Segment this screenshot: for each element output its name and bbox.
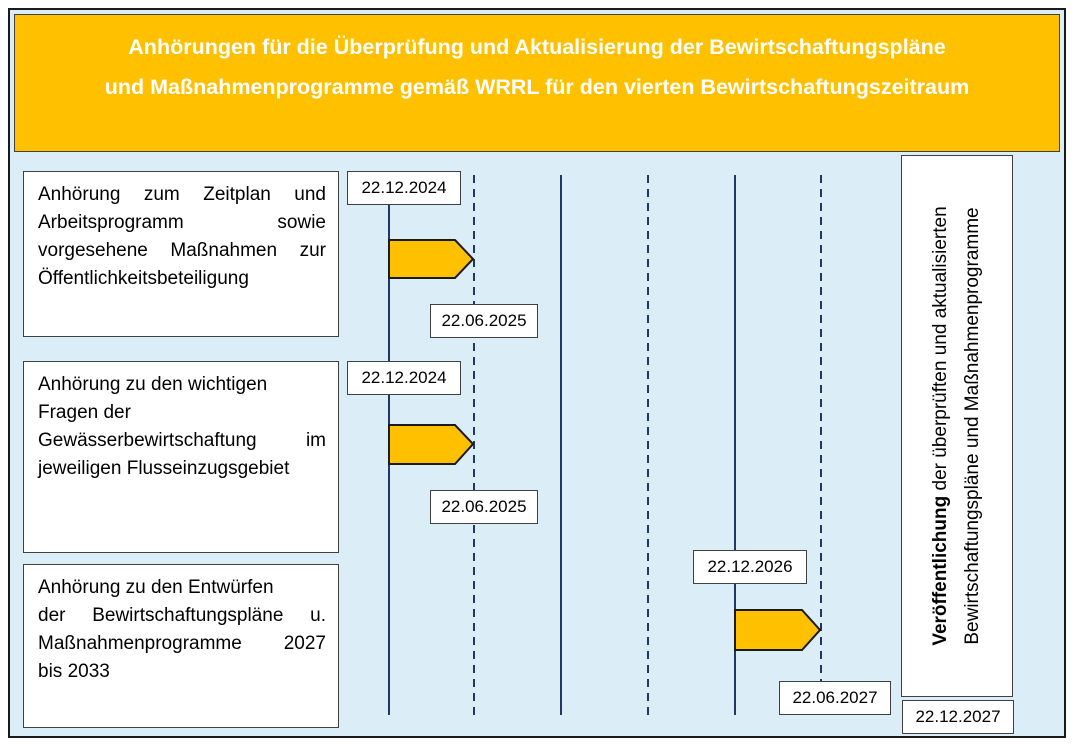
box-1-line-1: Anhörung zum Zeitplan und	[38, 184, 326, 205]
end-date-label-1: 22.06.2025	[430, 304, 538, 338]
consultation-box-2	[23, 361, 339, 553]
publication-date-label: 22.12.2027	[902, 700, 1014, 734]
publication-line-2: Bewirtschaftungspläne und Maßnahmenprogramme	[962, 207, 983, 645]
period-arrow-3	[735, 610, 820, 650]
box-1-line-2: Arbeitsprogramm sowie	[38, 212, 326, 233]
box-2-line-3: Gewässerbewirtschaftung im	[38, 430, 326, 451]
publication-bold: Veröffentlichung	[930, 495, 951, 646]
end-date-label-3: 22.06.2027	[779, 681, 891, 715]
box-3-line-4: bis 2033	[38, 661, 110, 682]
box-2-line-4: jeweiligen Flusseinzugsgebiet	[38, 458, 290, 479]
title-line-1: Anhörungen für die Überprüfung und Aktualisierung der Bewirtschaftungspläne	[128, 35, 946, 59]
box-3-line-3: Maßnahmenprogramme 2027	[38, 633, 326, 654]
publication-text	[925, 166, 989, 686]
consultation-box-1	[23, 171, 339, 337]
box-1-line-3: vorgesehene Maßnahmen zur	[38, 240, 326, 261]
start-date-label-1: 22.12.2024	[347, 171, 461, 205]
box-2-line-2: Fragen der	[38, 402, 131, 423]
consultation-box-3	[23, 564, 339, 728]
publication-line-1	[925, 166, 957, 686]
box-2-line-1: Anhörung zu den wichtigen	[38, 374, 268, 395]
publication-rest: der überprüften und aktualisierten	[930, 206, 951, 496]
publication-box	[901, 155, 1013, 697]
period-arrow-1	[389, 240, 473, 278]
start-date-label-3: 22.12.2026	[693, 550, 807, 584]
period-arrow-2	[389, 425, 473, 464]
box-3-line-1: Anhörung zu den Entwürfen	[38, 577, 274, 598]
end-date-label-2: 22.06.2025	[430, 490, 538, 524]
box-3-line-2: der Bewirtschaftungspläne u.	[38, 605, 326, 626]
box-1-line-4: Öffentlichkeitsbeteiligung	[38, 268, 249, 289]
title-line-2: und Maßnahmenprogramme gemäß WRRL für den vierten Bewirtschaftungszeitraum	[104, 75, 970, 99]
start-date-label-2: 22.12.2024	[347, 361, 461, 395]
